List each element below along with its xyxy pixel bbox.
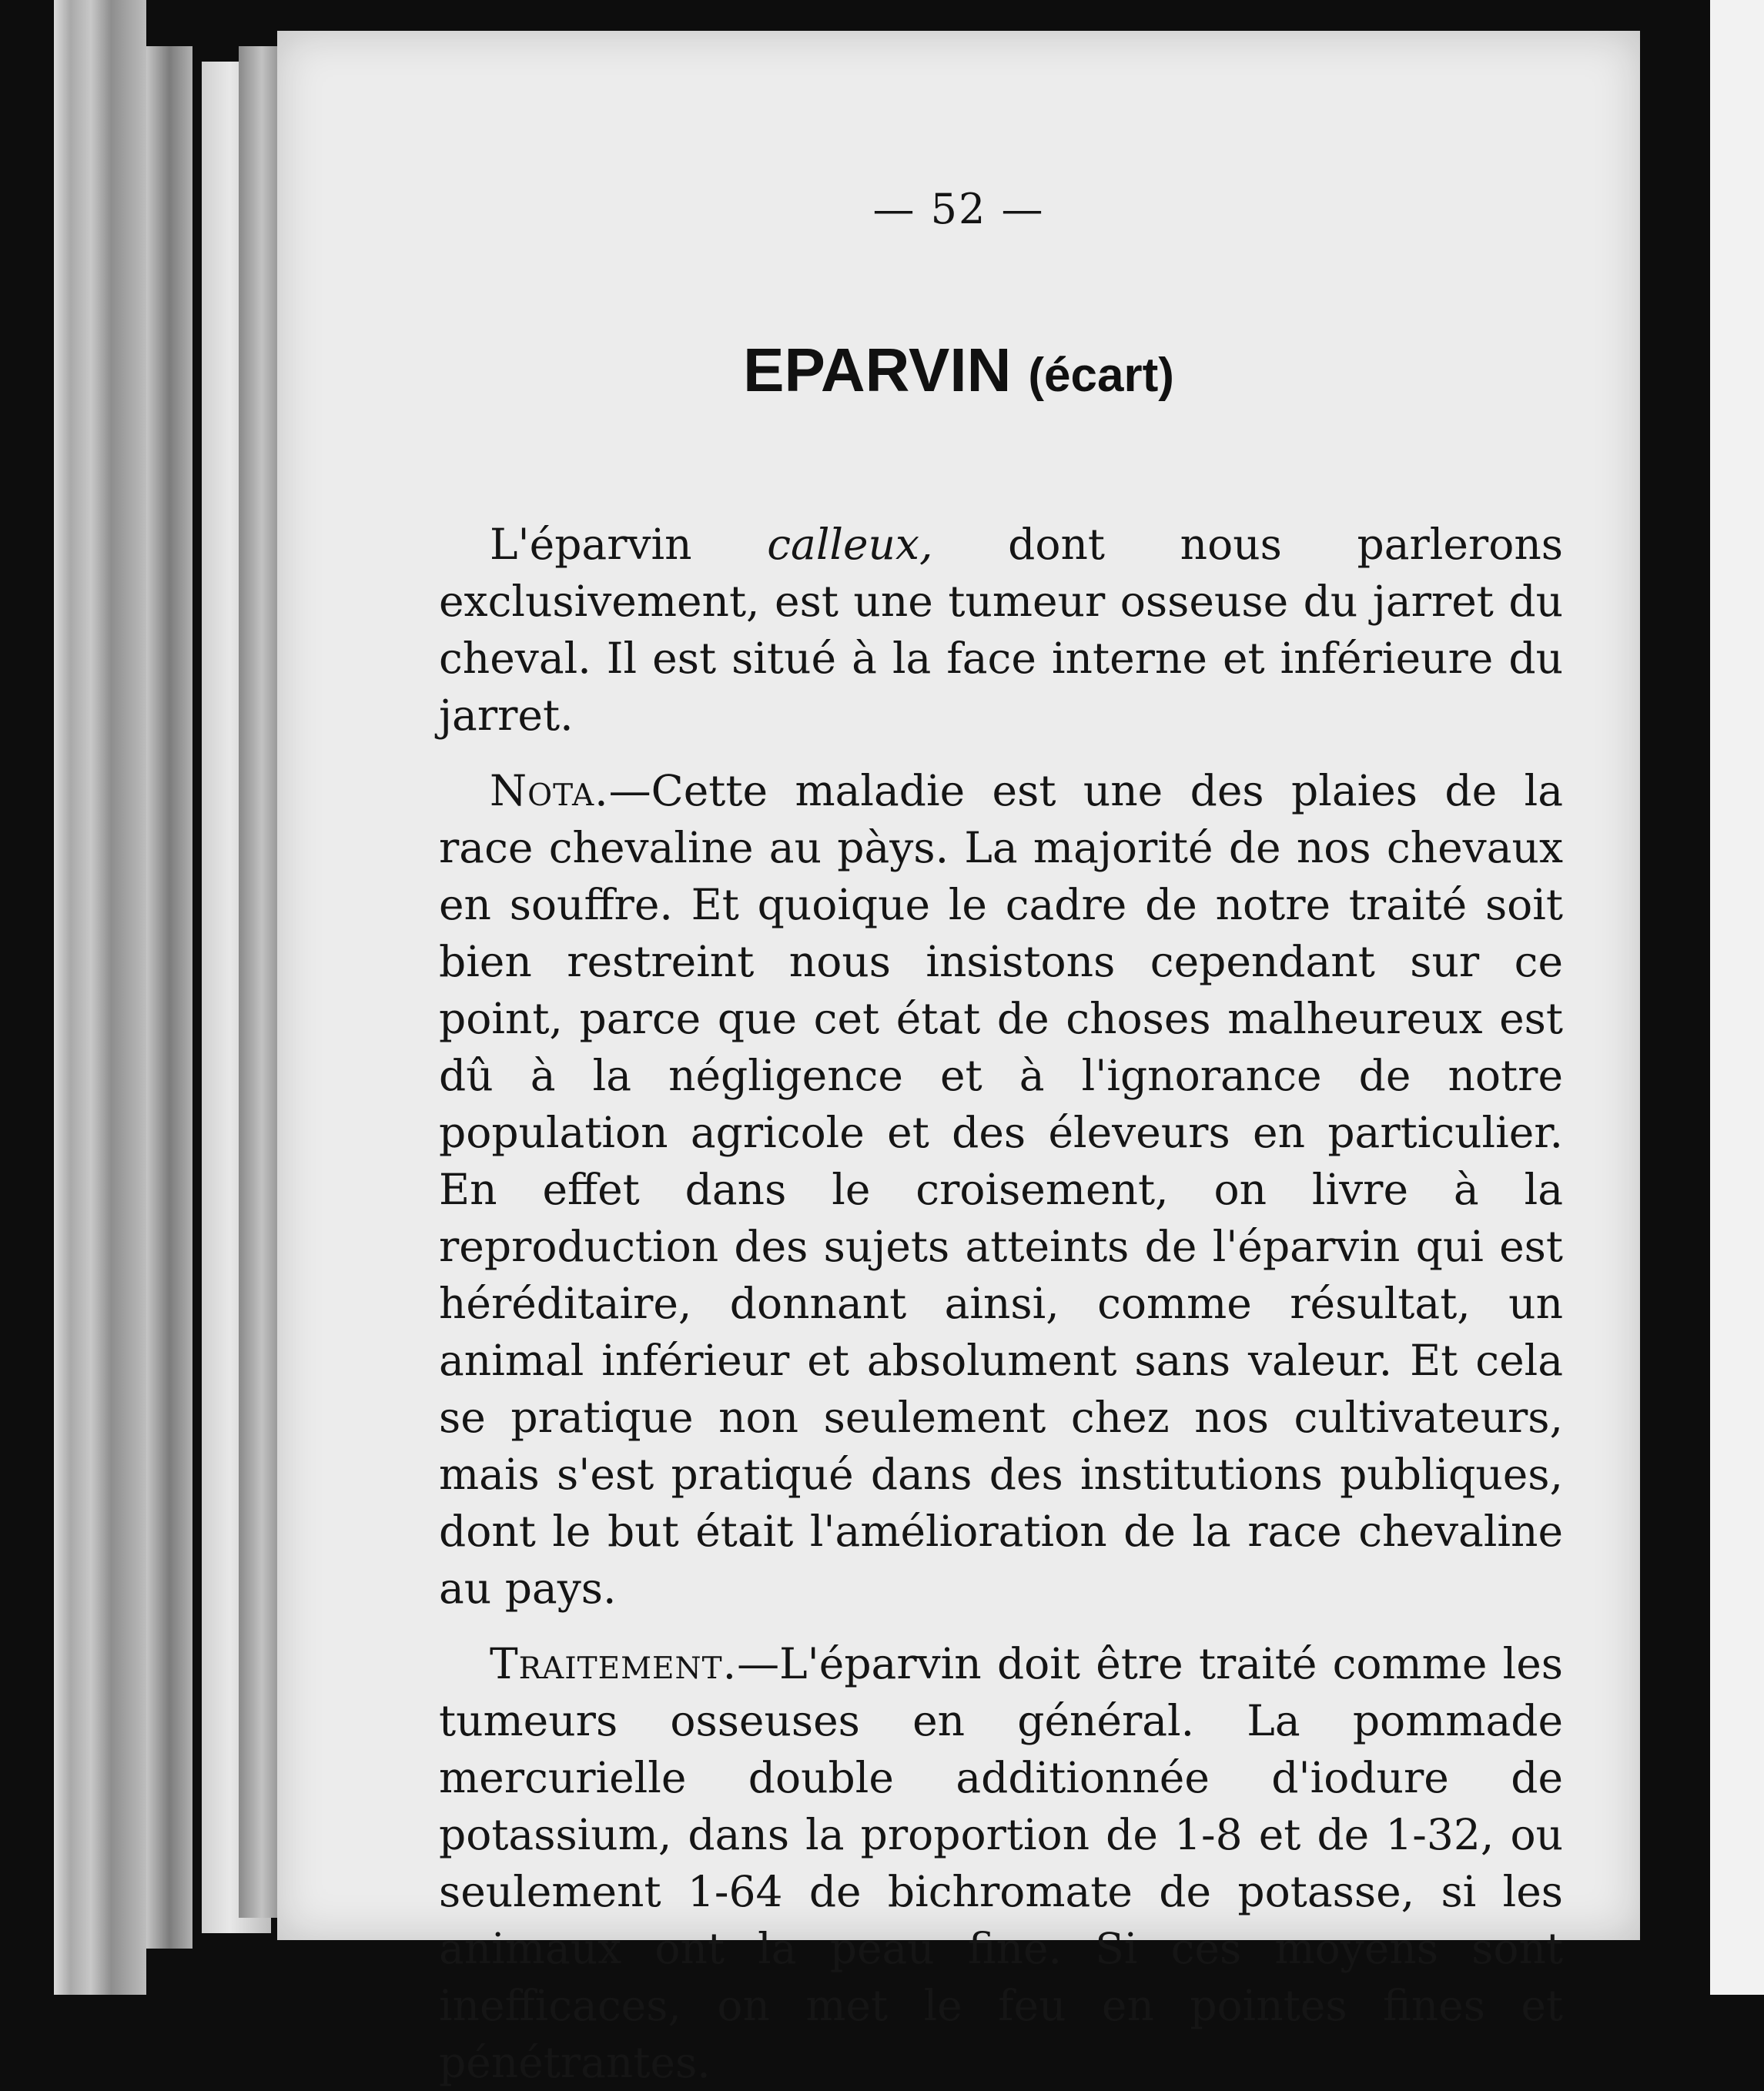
page-title — [277, 335, 1640, 406]
paragraph-lead: L'éparvin — [490, 520, 768, 569]
paragraph-traitement — [439, 1635, 1563, 2091]
page-number: — 52 — — [872, 185, 1045, 233]
book-page — [277, 31, 1640, 2087]
emphasis-calleux: calleux, — [767, 520, 933, 569]
title-main: EPARVIN — [743, 336, 1012, 404]
label-traitement: Traitement. — [490, 1639, 738, 1688]
title-note: (écart) — [1028, 349, 1174, 402]
paragraph-text: dont nous parlerons exclusivement, est une tumeur osseuse du jarret du cheval. Il est situé à la face interne et inférieure du jarret. — [439, 520, 1563, 740]
facing-page-edge — [1710, 0, 1764, 1995]
body-text — [439, 516, 1563, 2091]
paragraph-text: —L'éparvin doit être traité comme les tumeurs osseuses en général. La pommade mercurielle double additionnée d'iodure de potassium, dans la proportion de 1-8 et de 1-32, ou seulement 1-64 de bichromate de potasse, si les animaux ont la peau fine. Si ces moyens sont inefficaces, on met le feu en pointes fines et pénétrantes. — [439, 1639, 1563, 2087]
paragraph-nota — [439, 762, 1563, 1617]
book-stack-edge — [239, 46, 277, 1918]
book-stack-edge — [54, 0, 146, 1995]
paragraph-text: —Cette maladie est une des plaies de la race chevaline au pàys. La majorité de nos chevaux en souffre. Et quoique le cadre de notre traité soit bien restreint nous insistons cependant sur ce point, parce que cet état de choses malheureux est dû à la négligence et à l'ignorance de notre population agricole et des éleveurs en particulier. En effet dans le croisement, on livre à la reproduction des sujets atteints de l'éparvin qui est héréditaire, donnant ainsi, comme résultat, un animal inférieur et absolument sans valeur. Et cela se pratique non seulement chez nos cultivateurs, mais s'est pratiqué dans des institutions publiques, dont le but était l'amélioration de la race chevaline au pays. — [439, 766, 1563, 1613]
label-nota: Nota. — [490, 766, 609, 815]
paragraph-definition — [439, 516, 1563, 744]
book-stack-edge — [146, 46, 192, 1949]
